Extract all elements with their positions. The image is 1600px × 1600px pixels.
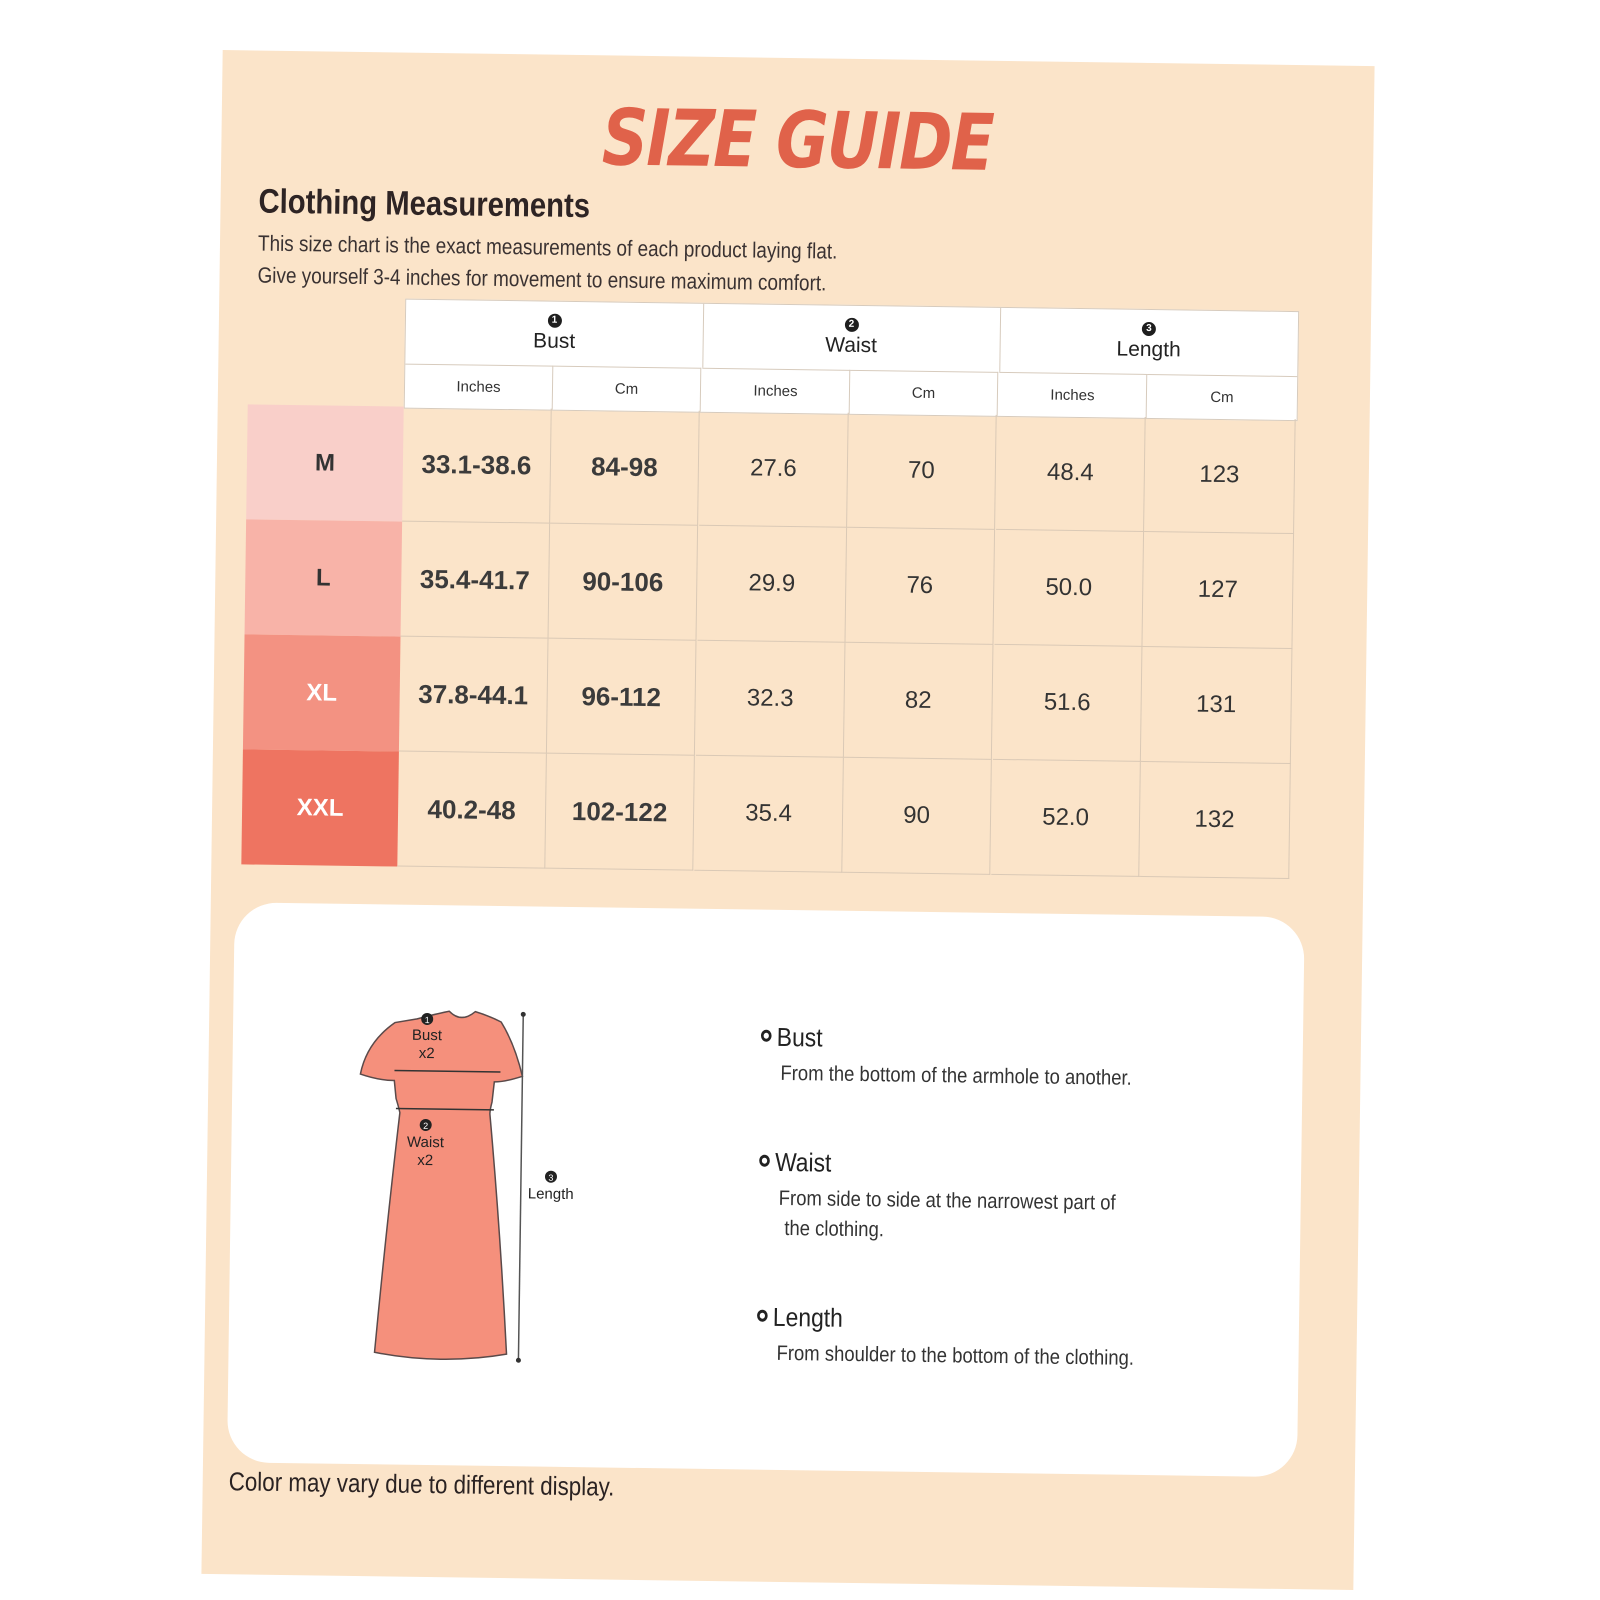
note-description: the clothing. [784, 1216, 885, 1242]
header-label: Waist [825, 333, 878, 358]
value-cell: 131 [1141, 647, 1293, 764]
note-description: From the bottom of the armhole to another. [780, 1061, 1132, 1090]
note-title-text: Length [772, 1301, 844, 1333]
value-cell: 76 [845, 528, 995, 645]
description-line-1: This size chart is the exact measurements of each product laying flat. [257, 230, 838, 264]
value-cell: 84-98 [550, 409, 700, 526]
badge-number: 2 [423, 1120, 429, 1132]
note-title-text: Waist [774, 1146, 832, 1178]
table-row [241, 749, 1291, 879]
value-cell: 123 [1144, 417, 1296, 534]
note-title [759, 1147, 1199, 1184]
description-line-2: Give yourself 3-4 inches for movement to ensure maximum comfort. [257, 262, 827, 296]
value-cell: 102-122 [545, 754, 695, 871]
value-cell: 27.6 [699, 411, 849, 528]
note-title-text: Bust [776, 1021, 823, 1053]
value-cell: 50.0 [994, 530, 1144, 647]
subheader-cell: Inches [999, 372, 1148, 418]
value-cell: 127 [1142, 532, 1294, 649]
value-cell: 48.4 [996, 415, 1146, 532]
value-cell: 35.4-41.7 [401, 522, 551, 639]
value-cell: 51.6 [993, 645, 1143, 762]
size-guide-title: SIZE GUIDE [601, 93, 994, 189]
length-line-end [521, 1012, 526, 1017]
measurement-guide-panel [227, 902, 1305, 1477]
value-cell: 96-112 [547, 639, 697, 756]
note-waist [758, 1147, 1259, 1251]
subheader-cell: Cm [1147, 374, 1298, 420]
value-cell: 90-106 [549, 524, 699, 641]
size-label-cell: L [245, 519, 403, 636]
bullet-icon [761, 1030, 772, 1042]
color-disclaimer: Color may vary due to different display. [228, 1466, 615, 1502]
header-bust [405, 300, 704, 368]
number-badge-2: 2 [844, 318, 858, 332]
clothing-measurements-heading: Clothing Measurements [258, 182, 591, 226]
value-cell: 40.2-48 [397, 752, 547, 869]
value-cell: 82 [844, 643, 994, 760]
value-cell: 52.0 [991, 760, 1141, 877]
size-label-cell: XXL [241, 749, 399, 866]
bust-multiplier: x2 [418, 1044, 435, 1063]
note-description: From shoulder to the bottom of the clothing. [776, 1341, 1135, 1370]
note-title [757, 1302, 1197, 1339]
subheader-cell: Inches [405, 364, 554, 410]
badge-number: 3 [548, 1172, 554, 1183]
value-cell: 70 [847, 413, 997, 530]
size-guide-card [201, 50, 1374, 1590]
subheader-cell: Cm [850, 370, 999, 416]
number-badge-1: 1 [547, 314, 561, 328]
bust-diagram-label: Bust [411, 1026, 443, 1045]
number-badge-3: 3 [1142, 322, 1156, 336]
table-row [246, 404, 1296, 534]
value-cell: 37.8-44.1 [399, 637, 549, 754]
note-title [761, 1022, 1201, 1059]
header-label: Bust [532, 329, 576, 353]
table-row [243, 634, 1293, 764]
subheader-cell: Cm [553, 366, 702, 412]
note-bust [760, 1022, 1261, 1096]
value-cell: 33.1-38.6 [402, 407, 552, 524]
dress-silhouette [356, 1010, 523, 1360]
note-length [756, 1302, 1257, 1376]
note-description: From side to side at the narrowest part of [778, 1186, 1116, 1215]
value-cell: 29.9 [697, 526, 847, 643]
subheader-cell: Inches [702, 368, 851, 414]
length-line-end [516, 1358, 521, 1363]
dress-diagram [350, 1008, 655, 1382]
waist-diagram-label: Waist [406, 1133, 445, 1152]
measurement-notes [756, 1022, 1262, 1434]
value-cell: 132 [1139, 762, 1291, 879]
badge-number: 1 [424, 1014, 430, 1026]
size-label-cell: M [246, 404, 404, 521]
waist-multiplier: x2 [417, 1151, 434, 1170]
value-cell: 90 [842, 758, 992, 875]
bullet-icon [757, 1310, 768, 1322]
table-row [245, 519, 1295, 649]
bullet-icon [759, 1155, 770, 1167]
value-cell: 32.3 [696, 641, 846, 758]
size-label-cell: XL [243, 634, 401, 751]
value-cell: 35.4 [694, 756, 844, 873]
table-header [404, 299, 1299, 421]
header-length [999, 308, 1298, 376]
length-diagram-label: Length [527, 1185, 574, 1204]
header-waist [702, 304, 1001, 372]
header-label: Length [1116, 337, 1181, 362]
